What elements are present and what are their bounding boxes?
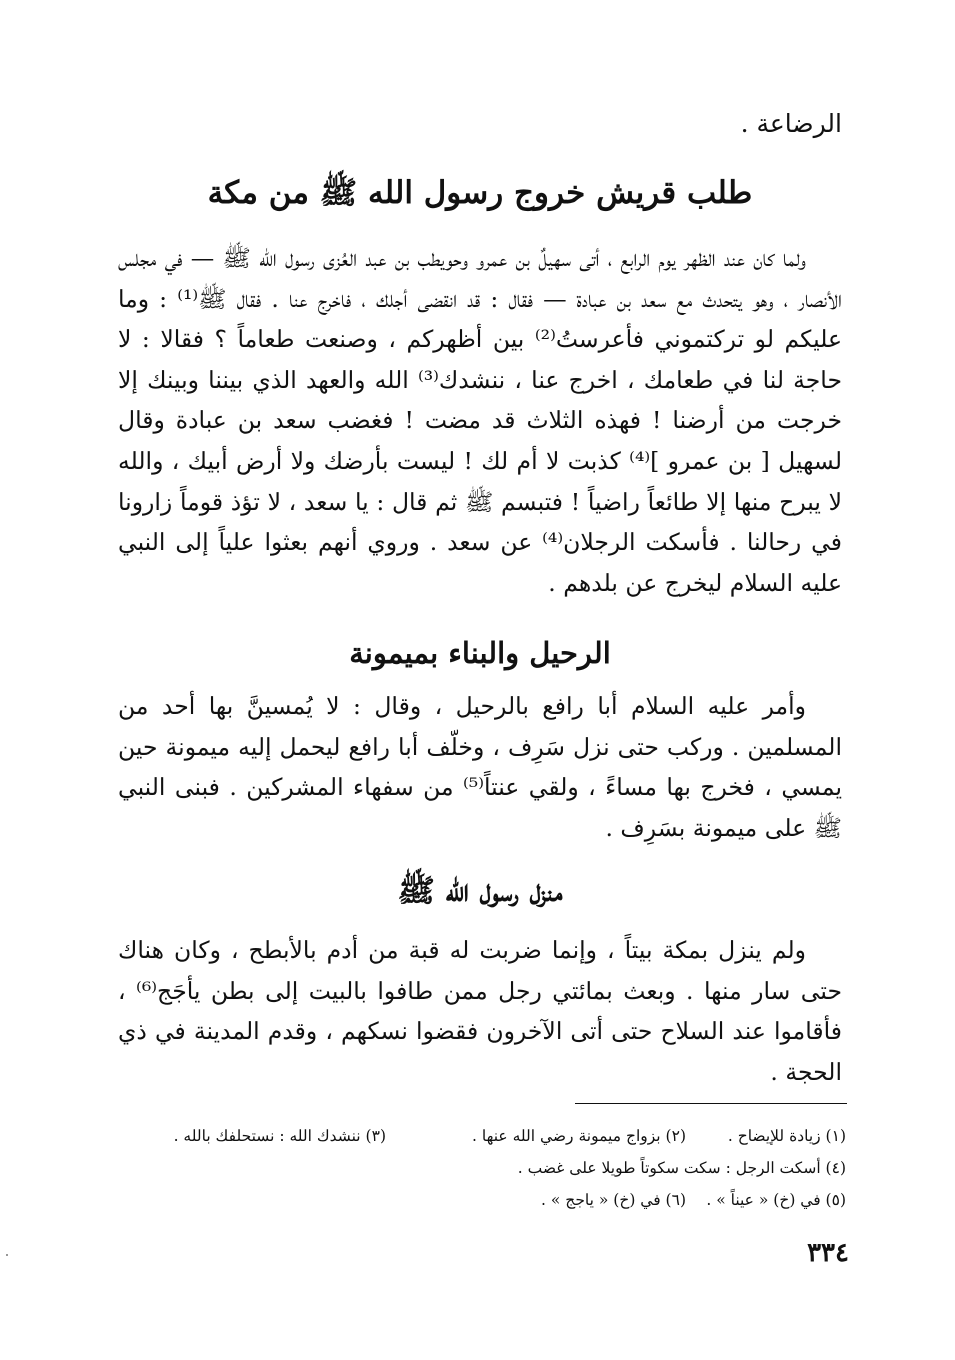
continued-text-line: الرضاعة . xyxy=(740,109,842,138)
footnote-1: (١) زيادة للإيضاح . xyxy=(727,1127,846,1145)
footnote-row xyxy=(118,1120,846,1152)
footnote-4: (٤) أسكت الرجل : سكت سكوتاً طويلا على غضب . xyxy=(517,1159,846,1177)
footnote-row xyxy=(118,1152,846,1184)
section-heading-prophet-lodging: منزل رسول الله ﷺ xyxy=(397,873,563,909)
section-heading-quraysh-request: طلب قريش خروج رسول الله ﷺ من مكة xyxy=(207,175,753,211)
page-number: ٣٣٤ xyxy=(807,1238,849,1268)
scan-speck xyxy=(6,1254,8,1256)
footnote-5: (٥) في (خ) « عيناً » . xyxy=(706,1191,846,1209)
footnote-6: (٦) في (خ) « ياجج » . xyxy=(541,1191,686,1209)
section-paragraph-prophet-lodging: ولم ينزل بمكة بيتاً ، وإنما ضربت له قبة من أدم بالأبطح ، وكان هناك حتى سار منها . وبعث بمائتي رجل ممن طافوا بالبيت إلى بطن يأجَج⁽⁶⁾ ، فأقاموا عند السلاح حتى أتى الآخرون فقضوا نسكهم ، وقدم المدينة في ذي الحجة . xyxy=(118,936,842,1086)
section-paragraph-departure-maymuna: وأمر عليه السلام أبا رافع بالرحيل ، وقال : لا يُمسينَّ بها أحد من المسلمين . وركب حتى نزل سَرِف ، وخلّف أبا رافع ليحمل إليه ميمونة حين يمسي ، فخرج بها مساءً ، ولقي عنتاً⁽⁵⁾ من سفهاء المشركين . فبنى النبي ﷺ على ميمونة بسَرِف . xyxy=(118,692,843,842)
footnotes xyxy=(118,1120,846,1216)
footnote-divider xyxy=(575,1103,847,1104)
section-paragraph-quraysh-request: ولما كان عند الظهر يوم الرابع ، أتى سهيلٌ بن عمرو وحويطب بن عبد العُزى رسول الله ﷺ — في مجلس الأنصار ، وهو يتحدث مع سعد بن عبادة — فقال : قد انقضى أجلك ، فاخرج عنا . فقال ﷺ⁽¹⁾ : وما عليكم لو تركتموني فأعرستُ⁽²⁾ بين أظهركم ، وصنعت طعاماً ؟ فقالا : لا حاجة لنا في طعامك ، اخرج عنا ، ننشدك⁽³⁾ الله والعهد الذي بيننا وبينك إلا خرجت من أرضنا ! فهذه الثلاث قد مضت ! فغضب سعد بن عبادة وقال لسهيل [ بن عمرو ]⁽⁴⁾ كذبت لا أم لك ! ليست بأرضك ولا أرض أبيك ، والله لا يبرح منها إلا طائعاً راضياً ! فتبسم ﷺ ثم قال : يا سعد ، لا تؤذ قوماً زارونا في رحالنا . فأسكت الرجلان⁽⁴⁾ عن سعد . وروي أنهم بعثوا علياً إلى النبي عليه السلام ليخرج عن بلدهم . xyxy=(118,244,843,597)
footnote-row xyxy=(118,1184,846,1216)
footnote-3: (٣) ننشدك الله : نستحلفك بالله . xyxy=(173,1127,386,1145)
footnote-2: (٢) بزواج ميمونة رضي الله عنها . xyxy=(472,1127,686,1145)
section-heading-departure-maymuna: الرحيل والبناء بميمونة xyxy=(349,636,611,670)
